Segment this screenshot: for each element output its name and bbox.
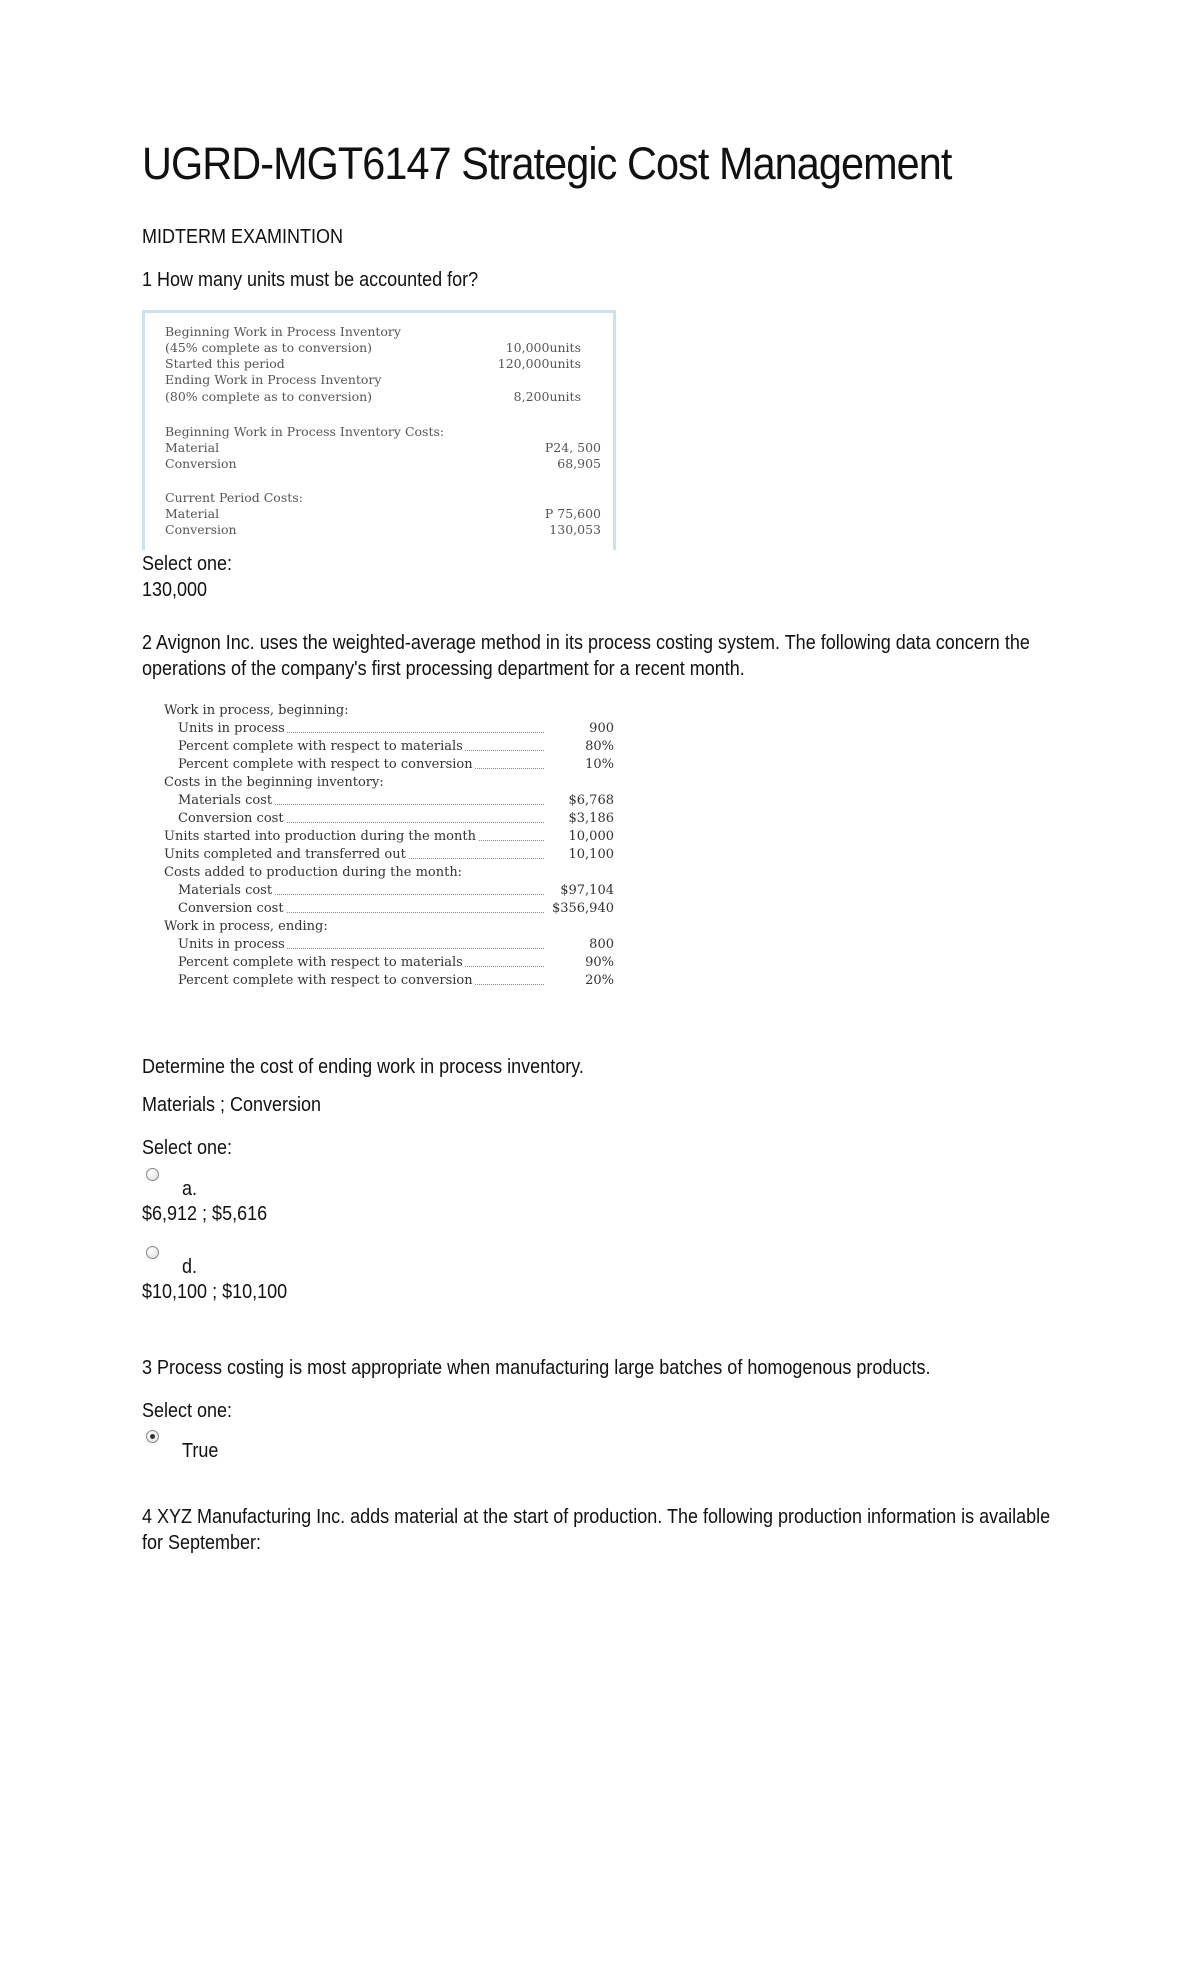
- q2-row-value: $356,940: [551, 901, 614, 916]
- q2-row-value: 10,000: [568, 829, 614, 844]
- q2-row-value: 20%: [585, 973, 614, 988]
- option-d-radio[interactable]: [146, 1246, 159, 1259]
- q2-row-label: Costs in the beginning inventory:: [164, 775, 384, 790]
- question-1-answer[interactable]: 130,000: [142, 579, 208, 601]
- q2-row-label: Materials cost: [178, 793, 273, 808]
- q1-row-label: (45% complete as to conversion): [165, 340, 373, 355]
- q1-row-label: Beginning Work in Process Inventory: [165, 324, 401, 339]
- q2-row-label: Units in process: [178, 721, 285, 736]
- q2-row-value: 900: [589, 721, 614, 736]
- q2-row-label: Percent complete with respect to materials: [178, 739, 463, 754]
- q2-row-label: Percent complete with respect to conversion: [178, 757, 473, 772]
- q2-row-label: Percent complete with respect to conversion: [178, 973, 473, 988]
- true-option-radio[interactable]: [146, 1430, 159, 1443]
- q2-row-value: $6,768: [568, 793, 614, 808]
- q1-row-label: Material: [165, 440, 220, 455]
- question-3-select-label: Select one:: [142, 1400, 233, 1422]
- question-2-subprompt: Materials ; Conversion: [142, 1094, 322, 1116]
- q1-row-label: Conversion: [165, 522, 237, 537]
- q1-row-label: Current Period Costs:: [165, 490, 303, 505]
- q1-row-label: Ending Work in Process Inventory: [165, 372, 382, 387]
- q2-row-label: Units started into production during the month: [164, 829, 476, 844]
- q2-row-label: Conversion cost: [178, 811, 284, 826]
- q1-row-label: (80% complete as to conversion): [165, 389, 373, 404]
- q1-row-value: P 75,600: [544, 506, 601, 521]
- q2-row-value: 800: [589, 937, 614, 952]
- q2-row-label: Units completed and transferred out: [164, 847, 406, 862]
- question-1-text: 1 How many units must be accounted for?: [142, 269, 479, 291]
- question-2-select-label: Select one:: [142, 1137, 233, 1159]
- q2-row-label: Units in process: [178, 937, 285, 952]
- q2-row-label: Costs added to production during the month:: [164, 865, 463, 880]
- question-2-data-image: [164, 703, 614, 1003]
- option-d-text[interactable]: $10,100 ; $10,100: [142, 1281, 288, 1303]
- option-a-letter[interactable]: a.: [182, 1178, 198, 1200]
- q2-row-label: Work in process, ending:: [164, 919, 328, 934]
- q1-row-label: Started this period: [165, 356, 285, 371]
- exam-subtitle: MIDTERM EXAMINTION: [142, 226, 344, 248]
- question-3-text: 3 Process costing is most appropriate when manufacturing large batches of homogenous products.: [142, 1357, 931, 1379]
- option-d-letter[interactable]: d.: [182, 1256, 198, 1278]
- q2-row-value: 10,100: [568, 847, 614, 862]
- q1-row-value: 10,000units: [505, 340, 581, 355]
- q1-row-value: 120,000units: [497, 356, 581, 371]
- q2-row-value: 90%: [585, 955, 614, 970]
- q1-row-label: Conversion: [165, 456, 237, 471]
- q2-row-label: Work in process, beginning:: [164, 703, 349, 718]
- question-2-text: 2 Avignon Inc. uses the weighted-average method in its process costing system. The following data concern the operations of the company's first processing department for a recent month.: [142, 632, 1030, 680]
- true-option-label[interactable]: True: [182, 1440, 219, 1462]
- option-a-text[interactable]: $6,912 ; $5,616: [142, 1203, 268, 1225]
- q2-row-label: Materials cost: [178, 883, 273, 898]
- q2-row-label: Percent complete with respect to materials: [178, 955, 463, 970]
- q1-row-value: 130,053: [549, 522, 601, 537]
- q2-row-value: 80%: [585, 739, 614, 754]
- question-4-text: 4 XYZ Manufacturing Inc. adds material at the start of production. The following production information is available for September:: [142, 1506, 1051, 1554]
- question-2-prompt: Determine the cost of ending work in process inventory.: [142, 1056, 584, 1078]
- q1-row-value: 68,905: [557, 456, 601, 471]
- question-1-data-image: [142, 310, 616, 550]
- q1-row-value: 8,200units: [513, 389, 581, 404]
- q1-row-value: P24, 500: [544, 440, 601, 455]
- q2-row-value: $97,104: [560, 883, 614, 898]
- q2-row-value: 10%: [585, 757, 614, 772]
- q1-row-label: Beginning Work in Process Inventory Costs:: [165, 424, 445, 439]
- option-a-radio[interactable]: [146, 1168, 159, 1181]
- q2-row-label: Conversion cost: [178, 901, 284, 916]
- q2-row-value: $3,186: [568, 811, 614, 826]
- page-title: UGRD-MGT6147 Strategic Cost Management: [142, 138, 952, 189]
- question-1-select-label: Select one:: [142, 553, 233, 575]
- q1-row-label: Material: [165, 506, 220, 521]
